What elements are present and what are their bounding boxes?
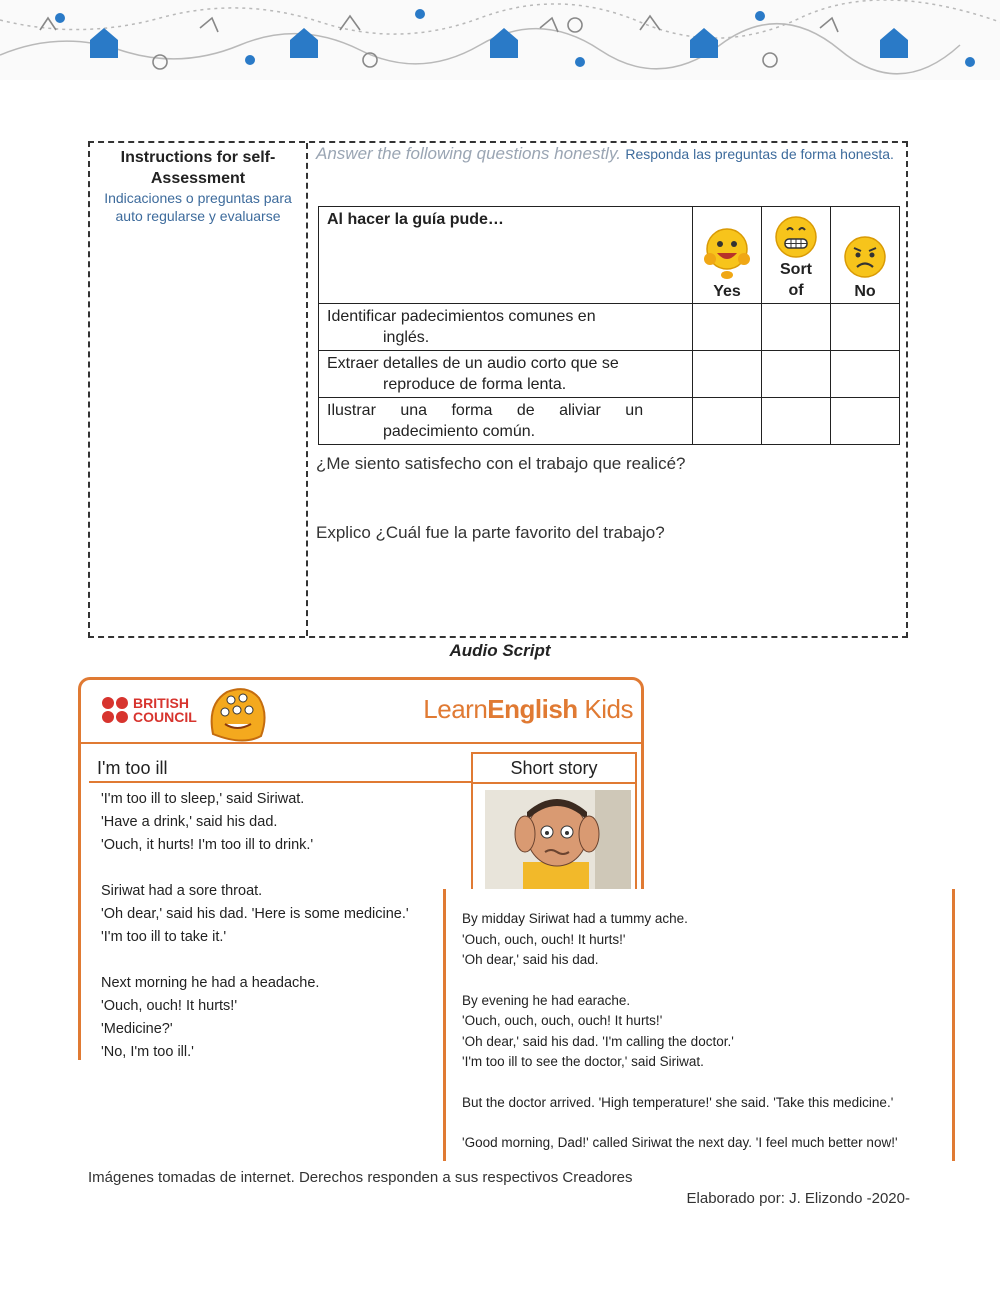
self-assessment-table: [318, 206, 900, 445]
yes-column-header: [693, 207, 762, 304]
row-line: inglés.: [383, 329, 430, 346]
yes-cell[interactable]: [693, 351, 762, 398]
row-line: Ilustrar una forma de aliviar un: [327, 402, 644, 419]
logo-english: English: [487, 694, 578, 724]
story-line: 'Ouch, ouch, ouch, ouch! It hurts!': [462, 1013, 663, 1028]
assessment-column: [308, 143, 906, 636]
story-line: Siriwat had a sore throat.: [101, 883, 263, 899]
answer-instruction: [308, 143, 906, 164]
logo-learn: Learn: [423, 694, 488, 724]
story-text-part1: [101, 788, 409, 1060]
sort-of-column-header: [762, 207, 831, 304]
story-line: 'I'm too ill to see the doctor,' said Siriwat.: [462, 1054, 704, 1069]
image-credits: Imágenes tomadas de internet. Derechos responden a sus respectivos Creadores: [88, 1169, 633, 1186]
story-line: 'Ouch, it hurts! I'm too ill to drink.': [101, 837, 314, 853]
table-header-row: [319, 207, 900, 304]
grimace-emoji-icon: [773, 215, 819, 259]
story-continuation: [443, 889, 955, 1161]
story-line: 'Oh dear,' said his dad. 'Here is some medicine.': [101, 906, 409, 922]
instructions-title: Instructions for self-Assessment: [120, 149, 276, 187]
satisfaction-question: ¿Me siento satisfecho con el trabajo que realicé?: [316, 454, 686, 473]
row-statement: [319, 304, 693, 351]
learnenglish-kids-logo: [423, 694, 633, 725]
yes-label: Yes: [713, 283, 741, 300]
row-statement: [319, 398, 693, 445]
row-line: Extraer detalles de un audio corto que se: [327, 355, 619, 372]
sort-of-cell[interactable]: [762, 398, 831, 445]
row-line: padecimiento común.: [383, 423, 536, 440]
story-line: 'No, I'm too ill.': [101, 1044, 194, 1060]
brand-line: BRITISH: [133, 695, 189, 711]
answer-english: Answer the following questions honestly.: [316, 144, 621, 163]
table-row: [319, 304, 900, 351]
row-line: reproduce de forma lenta.: [383, 376, 567, 393]
audio-script-title: Audio Script: [449, 641, 551, 660]
story-line: But the doctor arrived. 'High temperature!' she said. 'Take this medicine.': [462, 1094, 894, 1110]
story-title: I'm too ill: [97, 758, 168, 778]
instructions-column: [90, 143, 308, 636]
row-statement: [319, 351, 693, 398]
sick-boy-illustration: [485, 790, 631, 890]
sort-of-cell[interactable]: [762, 304, 831, 351]
instructions-subtitle: Indicaciones o preguntas para auto regularse y evaluarse: [104, 190, 292, 224]
short-story-label: Short story: [471, 752, 637, 784]
answer-spanish: Responda las preguntas de forma honesta.: [625, 146, 894, 162]
header-banner: [0, 0, 1000, 80]
favorite-part-question: Explico ¿Cuál fue la parte favorito del trabajo?: [316, 523, 665, 542]
british-council-dots-icon: [101, 696, 131, 724]
table-header-label: Al hacer la guía pude…: [319, 207, 693, 304]
doodle-pattern: [0, 0, 1000, 80]
sad-emoji-icon: [842, 233, 888, 283]
title-underline: [89, 781, 471, 783]
no-column-header: [831, 207, 900, 304]
happy-emoji-icon: [704, 225, 750, 283]
illustration-frame: [471, 780, 637, 890]
row-line: Identificar padecimientos comunes en: [327, 308, 596, 325]
story-text-part2: [462, 909, 898, 1154]
no-cell[interactable]: [831, 351, 900, 398]
story-line: 'Oh dear,' said his dad.: [462, 952, 599, 967]
brand-line: COUNCIL: [133, 709, 197, 725]
author-credit: Elaborado por: J. Elizondo -2020-: [686, 1190, 910, 1207]
story-line: Next morning he had a headache.: [101, 975, 320, 991]
story-line: 'Ouch, ouch! It hurts!': [101, 998, 238, 1014]
table-row: [319, 398, 900, 445]
self-assessment-box: [88, 141, 908, 638]
sort-of-label: Sort of: [780, 261, 812, 299]
story-line: 'Ouch, ouch, ouch! It hurts!': [462, 931, 626, 947]
no-cell[interactable]: [831, 304, 900, 351]
story-line: By midday Siriwat had a tummy ache.: [462, 911, 688, 926]
story-line: 'Medicine?': [101, 1021, 173, 1037]
story-line: 'Good morning, Dad!' called Siriwat the next day. 'I feel much better now!': [462, 1135, 898, 1150]
yes-cell[interactable]: [693, 304, 762, 351]
monster-mascot-icon: [203, 684, 271, 744]
story-line: 'Have a drink,' said his dad.: [101, 814, 278, 830]
no-label: No: [854, 283, 876, 300]
table-row: [319, 351, 900, 398]
story-line: 'I'm too ill to sleep,' said Siriwat.: [101, 791, 305, 807]
story-line: By evening he had earache.: [462, 992, 631, 1008]
story-line: 'I'm too ill to take it.': [101, 929, 227, 945]
sort-of-cell[interactable]: [762, 351, 831, 398]
logo-kids: Kids: [577, 694, 633, 724]
yes-cell[interactable]: [693, 398, 762, 445]
no-cell[interactable]: [831, 398, 900, 445]
story-line: 'Oh dear,' said his dad. 'I'm calling the doctor.': [462, 1033, 734, 1049]
card-header: [81, 680, 641, 744]
